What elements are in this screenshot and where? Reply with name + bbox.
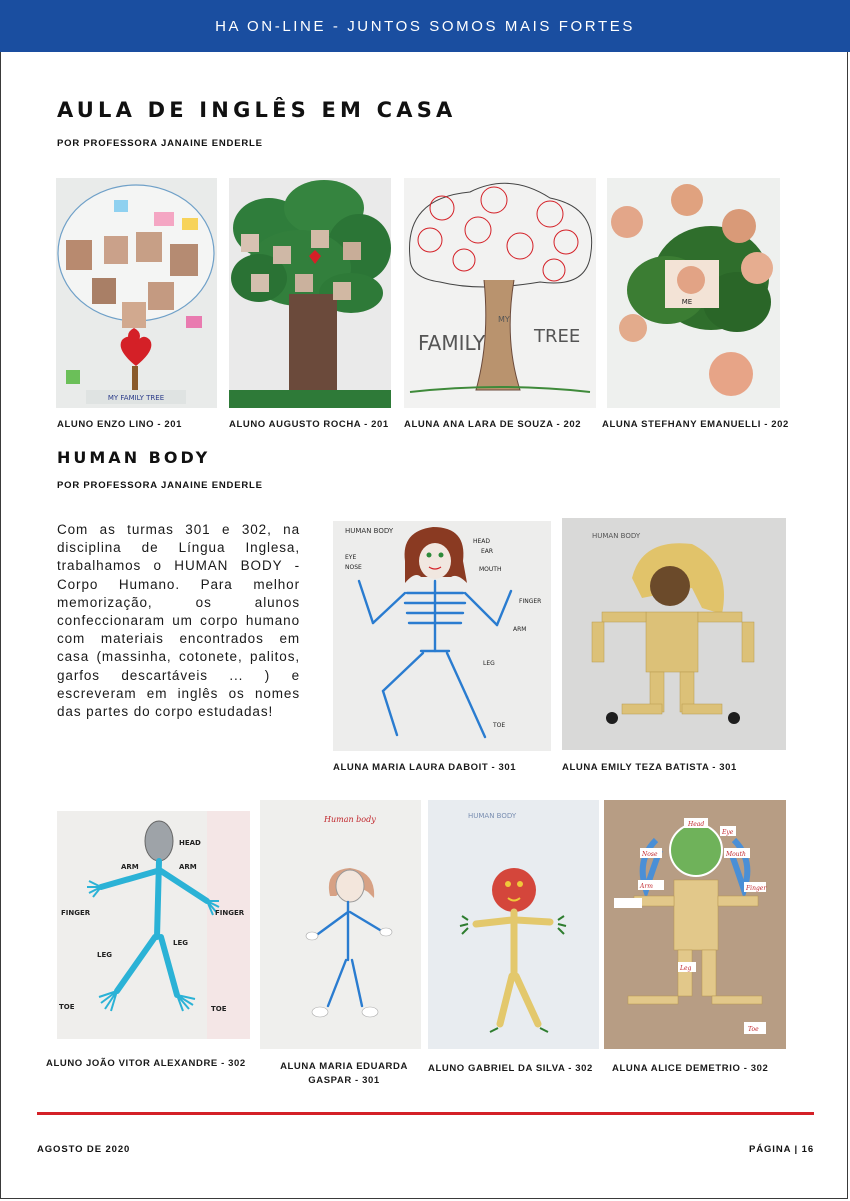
section-title-english-class: AULA DE INGLÊS EM CASA [57,98,457,122]
photo-label: NOSE [345,564,362,571]
photo-label: HUMAN BODY [345,527,394,535]
photo-label: Eye [722,829,734,836]
photo-label: MY FAMILY TREE [107,394,165,402]
caption-alice: ALUNA ALICE DEMETRIO - 302 [612,1063,769,1074]
photo-label: ARM [121,863,139,871]
caption-emily: ALUNA EMILY TEZA BATISTA - 301 [562,762,737,773]
footer-page-number: PÁGINA | 16 [749,1144,814,1155]
caption-enzo: ALUNO ENZO LINO - 201 [57,419,183,430]
photo-label: TREE [534,326,581,347]
caption-maria-eduarda: ALUNA MARIA EDUARDA GASPAR - 301 [280,1061,408,1086]
section-title-human-body: HUMAN BODY [57,448,211,467]
photo-label: Leg [680,965,692,972]
section1-byline: POR PROFESSORA JANAINE ENDERLE [57,138,263,149]
photo-label: ARM [513,626,527,633]
photo-label: TOE [493,722,506,729]
photo-label: TOE [59,1003,75,1011]
caption-augusto: ALUNO AUGUSTO ROCHA - 201 [229,419,389,430]
photo-label: Head [688,821,705,828]
photo-label: Nose [642,851,658,858]
photo-stefhany-leaves [607,178,780,408]
photo-label: HUMAN BODY [468,812,517,820]
photo-emily-pasta-body [562,518,786,750]
photo-label: EYE [345,554,357,561]
photo-label: LEG [173,939,188,947]
photo-label: FINGER [215,909,245,917]
photo-label: Finger [746,885,767,892]
photo-augusto-tree [229,178,391,408]
photo-label: HEAD [473,538,491,545]
footer-divider [37,1112,814,1115]
caption-ana-lara: ALUNA ANA LARA DE SOUZA - 202 [404,419,582,430]
photo-maria-eduarda-cotton [260,800,421,1049]
human-body-description: Com as turmas 301 e 302, na disciplina de Língua Inglesa, trabalhamos o HUMAN BODY - Corpo Humano. Para melhor memorização, os alunos confeccionaram um corpo humano com materiais encontrados em casa (massinha, cotonete, palitos, garfos descartáveis ... ) e escreveram em inglês os nomes das partes do corpo estudadas! [57,522,300,720]
photo-label: TOE [211,1005,227,1013]
photo-label: ARM [179,863,197,871]
photo-joao-vitor-forks [57,811,250,1039]
top-banner [0,0,850,52]
photo-enzo-family-tree [56,178,217,408]
photo-label: HUMAN BODY [592,532,641,540]
photo-label: FINGER [61,909,91,917]
photo-label: MY [498,315,510,324]
photo-label: EAR [481,548,494,555]
banner-text: HA ON-LINE - JUNTOS SOMOS MAIS FORTES [215,17,635,35]
photo-label: HEAD [179,839,201,847]
caption-stefhany: ALUNA STEFHANY EMANUELLI - 202 [602,419,789,430]
photo-label: Human body [324,815,376,824]
photo-label: Arm [640,883,653,890]
photo-alice-pasta-body [604,800,786,1049]
photo-label: LEG [483,660,495,667]
photo-label: MOUTH [479,566,502,573]
photo-label: Mouth [726,851,746,858]
caption-joao-vitor: ALUNO JOÃO VITOR ALEXANDRE - 302 [46,1058,246,1069]
photo-maria-laura-skeleton [333,521,551,751]
photo-gabriel-pasta-body [428,800,599,1049]
caption-gabriel: ALUNO GABRIEL DA SILVA - 302 [428,1063,593,1074]
photo-label: Toe [748,1026,759,1033]
photo-label: FAMILY [418,331,486,355]
caption-maria-laura: ALUNA MARIA LAURA DABOIT - 301 [333,762,517,773]
section2-byline: POR PROFESSORA JANAINE ENDERLE [57,480,263,491]
photo-label: LEG [97,951,112,959]
photo-label: ME [681,298,693,306]
photo-ana-lara-family-tree [404,178,596,408]
footer-date: AGOSTO DE 2020 [37,1144,131,1155]
photo-label: FINGER [519,598,542,605]
